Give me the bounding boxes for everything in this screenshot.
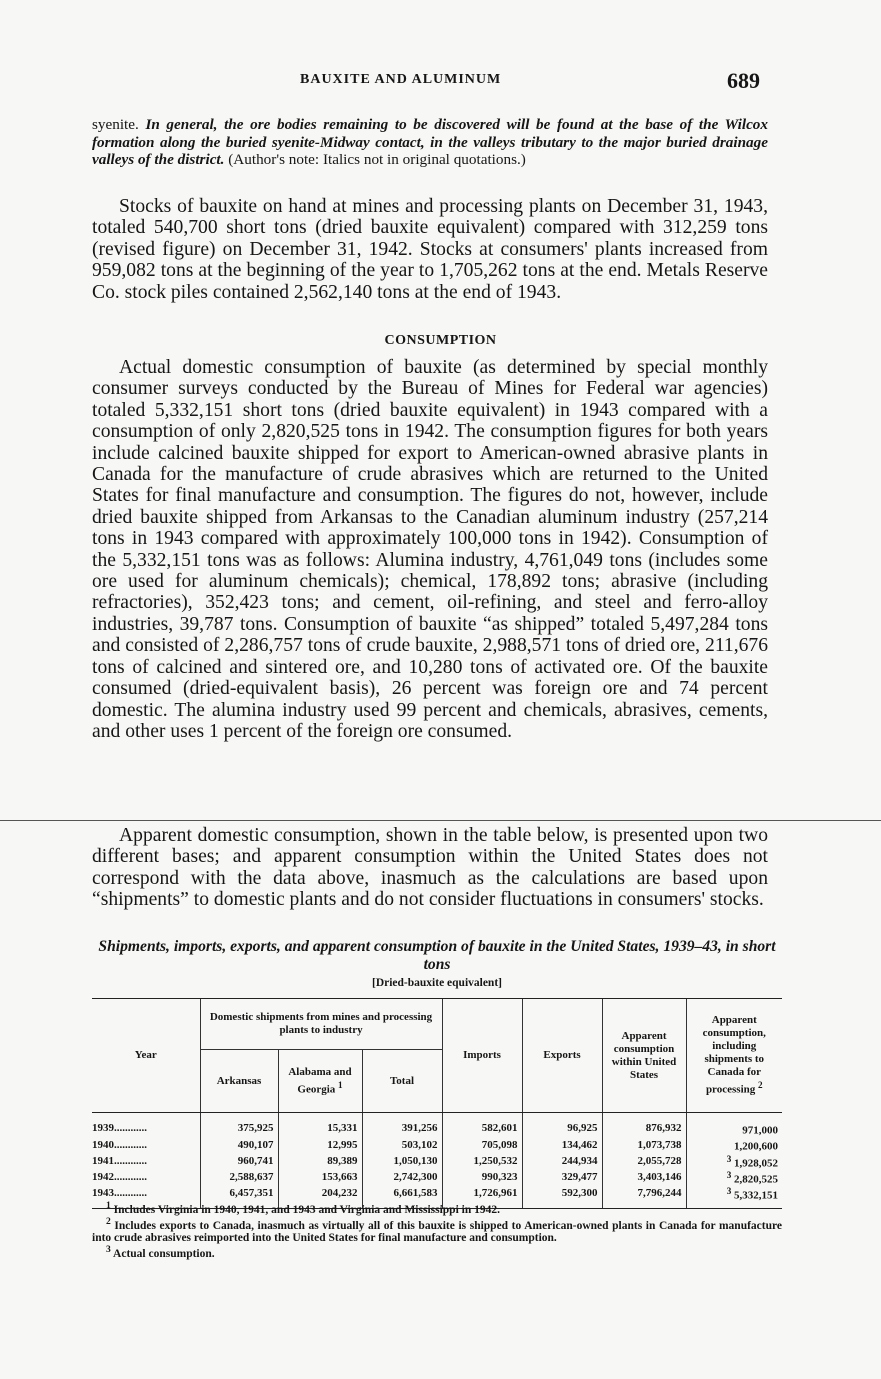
- stocks-paragraph: Stocks of bauxite on hand at mines and processing plants on December 31, 1943, totaled 540,700 short tons (dried bauxite equivalent) compared with 312,259 tons (revised figure) on December 31, 1942. Stocks at consumers' plants increased from 959,082 tons at the beginning of the year to 1,705,262 tons at the end. Metals Reserve Co. stock piles contained 2,562,140 tons at the end of 1943.: [92, 196, 768, 303]
- horizontal-rule: [0, 820, 881, 821]
- consumption-heading: CONSUMPTION: [384, 333, 497, 348]
- header-imports: Imports: [442, 999, 522, 1113]
- authors-note: (Author's note: Italics not in original quotations.): [228, 151, 526, 168]
- table-row: 1940............ 490,107 12,995 503,102 705,098 134,462 1,073,738 1,200,600: [92, 1137, 782, 1153]
- footnotes: [92, 1200, 782, 1260]
- header-total: Total: [362, 1050, 442, 1113]
- table-row: 1943............ 6,457,351 204,232 6,661,583 1,726,961 592,300 7,796,244 $^3$ 5,332,151: [92, 1186, 782, 1209]
- page-number: 689: [727, 68, 760, 93]
- footnote-2: $^2$ Includes exports to Canada, inasmuch as virtually all of this bauxite is shipped to American-owned plants in Canada for manufacture into crude abrasives reimported into the United States for final manufacture and consumption.: [92, 1216, 783, 1245]
- header-year: Year: [92, 999, 200, 1113]
- running-title: BAUXITE AND ALUMINUM: [300, 72, 502, 87]
- header-alabama-georgia: Alabama and Georgia $^1$: [278, 1050, 362, 1113]
- quote-italic-text: In general, the ore bodies remaining to be discovered will be found at the base of the Wilcox formation along the buried syenite-Midway contact, in the valleys tributary to the major buried drainage valleys of the district.: [92, 116, 768, 168]
- header-arkansas: Arkansas: [200, 1050, 278, 1113]
- footnote-1: $^1$ Includes Virginia in 1940, 1941, and 1943 and Virginia and Mississippi in 1942.: [106, 1200, 500, 1216]
- quotation-continuation: [92, 116, 768, 169]
- bauxite-shipments-table: [92, 998, 782, 1209]
- table-row: 1939............ 375,925 15,331 391,256 582,601 96,925 876,932 971,000: [92, 1113, 782, 1138]
- table-caption: Shipments, imports, exports, and apparent consumption of bauxite in the United States, 1939–43, in short tons: [98, 938, 776, 973]
- table-subcaption: [Dried-bauxite equivalent]: [371, 977, 502, 989]
- header-apparent-us: Apparent consumption within United States: [602, 999, 686, 1113]
- header-exports: Exports: [522, 999, 602, 1113]
- header-domestic-shipments: Domestic shipments from mines and processing plants to industry: [200, 999, 442, 1050]
- consumption-paragraph: Actual domestic consumption of bauxite (as determined by special monthly consumer surveys conducted by the Bureau of Mines for Federal war agencies) totaled 5,332,151 short tons (dried bauxite equivalent) in 1943 compared with a consumption of only 2,820,525 tons in 1942. The consumption figures for both years include calcined bauxite shipped for export to American-owned abrasive plants in Canada for the manufacture of crude abrasives which are returned to the United States for final manufacture and consumption. The figures do not, however, include dried bauxite shipped from Arkansas to the Canadian aluminum industry (257,214 tons in 1943 compared with approximately 100,000 tons in 1942). Consumption of the 5,332,151 tons was as follows: Alumina industry, 4,761,049 tons (includes some ore used for aluminum chemicals); chemical, 178,892 tons; abrasive (including refractories), 352,423 tons; and cement, oil-refining, and steel and ferro-alloy industries, 39,787 tons. Consumption of bauxite “as shipped” totaled 5,497,284 tons and consisted of 2,286,757 tons of crude bauxite, 2,988,571 tons of dried ore, 211,676 tons of calcined and sintered ore, and 10,280 tons of activated ore. Of the bauxite consumed (dried-equivalent basis), 26 percent was foreign ore and 74 percent domestic. The alumina industry used 99 percent and chemicals, abrasives, cements, and other uses 1 percent of the foreign ore consumed.: [92, 357, 768, 742]
- apparent-consumption-paragraph: Apparent domestic consumption, shown in the table below, is presented upon two different bases; and apparent consumption within the United States does not correspond with the data above, inasmuch as the calculations are based upon “shipments” to domestic plants and do not consider fluctuations in consumers' stocks.: [92, 825, 768, 911]
- footnote-3: $^3$ Actual consumption.: [106, 1244, 215, 1261]
- table-row: 1942............ 2,588,637 153,663 2,742,300 990,323 329,477 3,403,146 $^3$ 2,820,525: [92, 1170, 782, 1186]
- quote-lead: syenite.: [92, 116, 139, 133]
- table-row: 1941............ 960,741 89,389 1,050,130 1,250,532 244,934 2,055,728 $^3$ 1,928,052: [92, 1154, 782, 1170]
- header-apparent-canada: Apparent consumption, including shipments to Canada for processing $^2$: [686, 999, 782, 1113]
- page-header: [0, 68, 881, 98]
